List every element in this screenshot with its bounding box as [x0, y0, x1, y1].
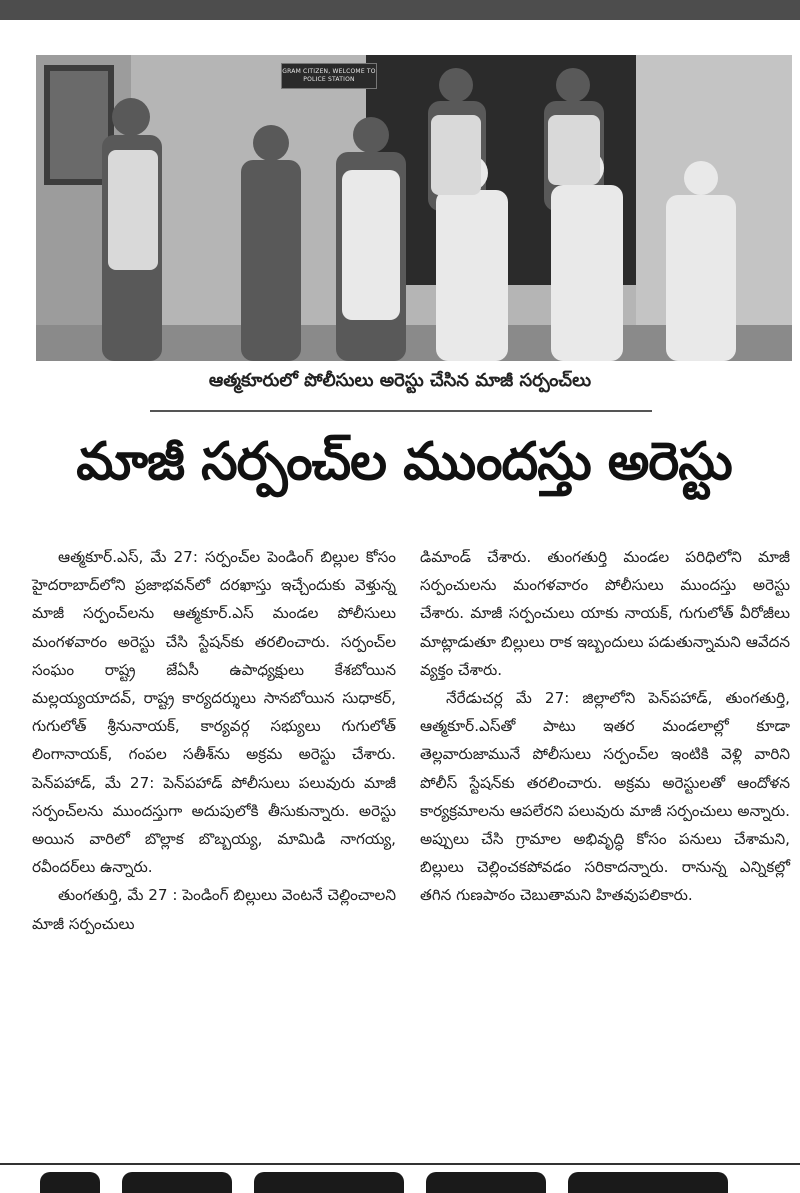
news-photo — [36, 55, 792, 361]
next-article-headline-fragment — [40, 1172, 780, 1193]
caption-divider — [150, 410, 652, 412]
police-station-sign: GRAM CITIZEN, WELCOME TO POLICE STATION — [281, 63, 377, 89]
article-paragraph: తుంగతుర్తి, మే 27 : పెండింగ్ బిల్లులు వెంటనే చెల్లించాలని మాజీ సర్పంచులు — [32, 886, 396, 933]
article-column-right — [420, 543, 790, 910]
article-headline: మాజీ సర్పంచ్‌ల ముందస్తు అరెస్టు — [76, 432, 732, 492]
section-divider — [0, 1163, 800, 1165]
article-paragraph: నేరేడుచర్ల మే 27: జిల్లాలోని పెన్‌పహాడ్, తుంగతుర్తి, ఆత్మకూర్.ఎస్‌తో పాటు ఇతర మండలాల్లో కూడా తెల్లవారుజామునే పోలీసులు సర్పంచ్‌ల ఇంటికి వెళ్లి వారిని పోలీస్ స్టేషన్‌కు తరలించారు. అక్రమ అరెస్టులతో ఆందోళన కార్యక్రమాలను ఆపలేరని పలువురు మాజీ సర్పంచులు అన్నారు. అప్పులు చేసి గ్రామాల అభివృద్ధి కోసం పనులు చేశామని, బిల్లులు చెల్లించకపోవడం సరికాదన్నారు. రానున్న ఎన్నికల్లో తగిన గుణపాఠం చెబుతామని హితవుపలికారు. — [420, 689, 790, 905]
article-column-left — [32, 543, 396, 938]
photo-caption: ఆత్మకూరులో పోలీసులు అరెస్టు చేసిన మాజీ సర్పంచ్‌లు — [208, 370, 592, 391]
top-bar — [0, 0, 800, 20]
article-paragraph: ఆత్మకూర్.ఎస్, మే 27: సర్పంచ్‌ల పెండింగ్ బిల్లుల కోసం హైదరాబాద్‌లోని ప్రజాభవన్‌లో దరఖాస్తు ఇచ్చేందుకు వెళ్తున్న మాజీ సర్పంచ్‌లను ఆత్మకూర్.ఎస్ మండల పోలీసులు మంగళవారం అరెస్టు చేసి స్టేషన్‌కు తరలించారు. సర్పంచ్‌ల సంఘం రాష్ట్ర జేఏసీ ఉపాధ్యక్షులు కేశబోయిన మల్లయ్యయాదవ్, రాష్ట్ర కార్యదర్శులు సానబోయిన సుధాకర్, గుగులోత్ శ్రీనునాయక్, కార్యవర్గ సభ్యులు గుగులోత్ లింగానాయక్, గంపల సతీశ్‌ను అక్రమ అరెస్టు చేశారు. పెన్‌పహాడ్, మే 27: పెన్‌పహాడ్ పోలీసులు పలువురు మాజీ సర్పంచ్‌లను ముందస్తుగా అదుపులోకి తీసుకున్నారు. అరెస్టు అయిన వారిలో బొల్లాక బొబ్బయ్య, మామిడి నాగయ్య, రవీందర్‌లు ఉన్నారు. — [32, 548, 396, 877]
article-paragraph: డిమాండ్ చేశారు. తుంగతుర్తి మండల పరిధిలోని మాజీ సర్పంచులను మంగళవారం పోలీసులు ముందస్తు అరెస్టు చేశారు. మాజీ సర్పంచులు యాకు నాయక్, గుగులోత్ వీరోజీలు మాట్లాడుతూ బిల్లులు రాక ఇబ్బందులు పడుతున్నామని ఆవేదన వ్యక్తం చేశారు. — [420, 548, 790, 679]
group-photo-icon — [36, 55, 792, 361]
